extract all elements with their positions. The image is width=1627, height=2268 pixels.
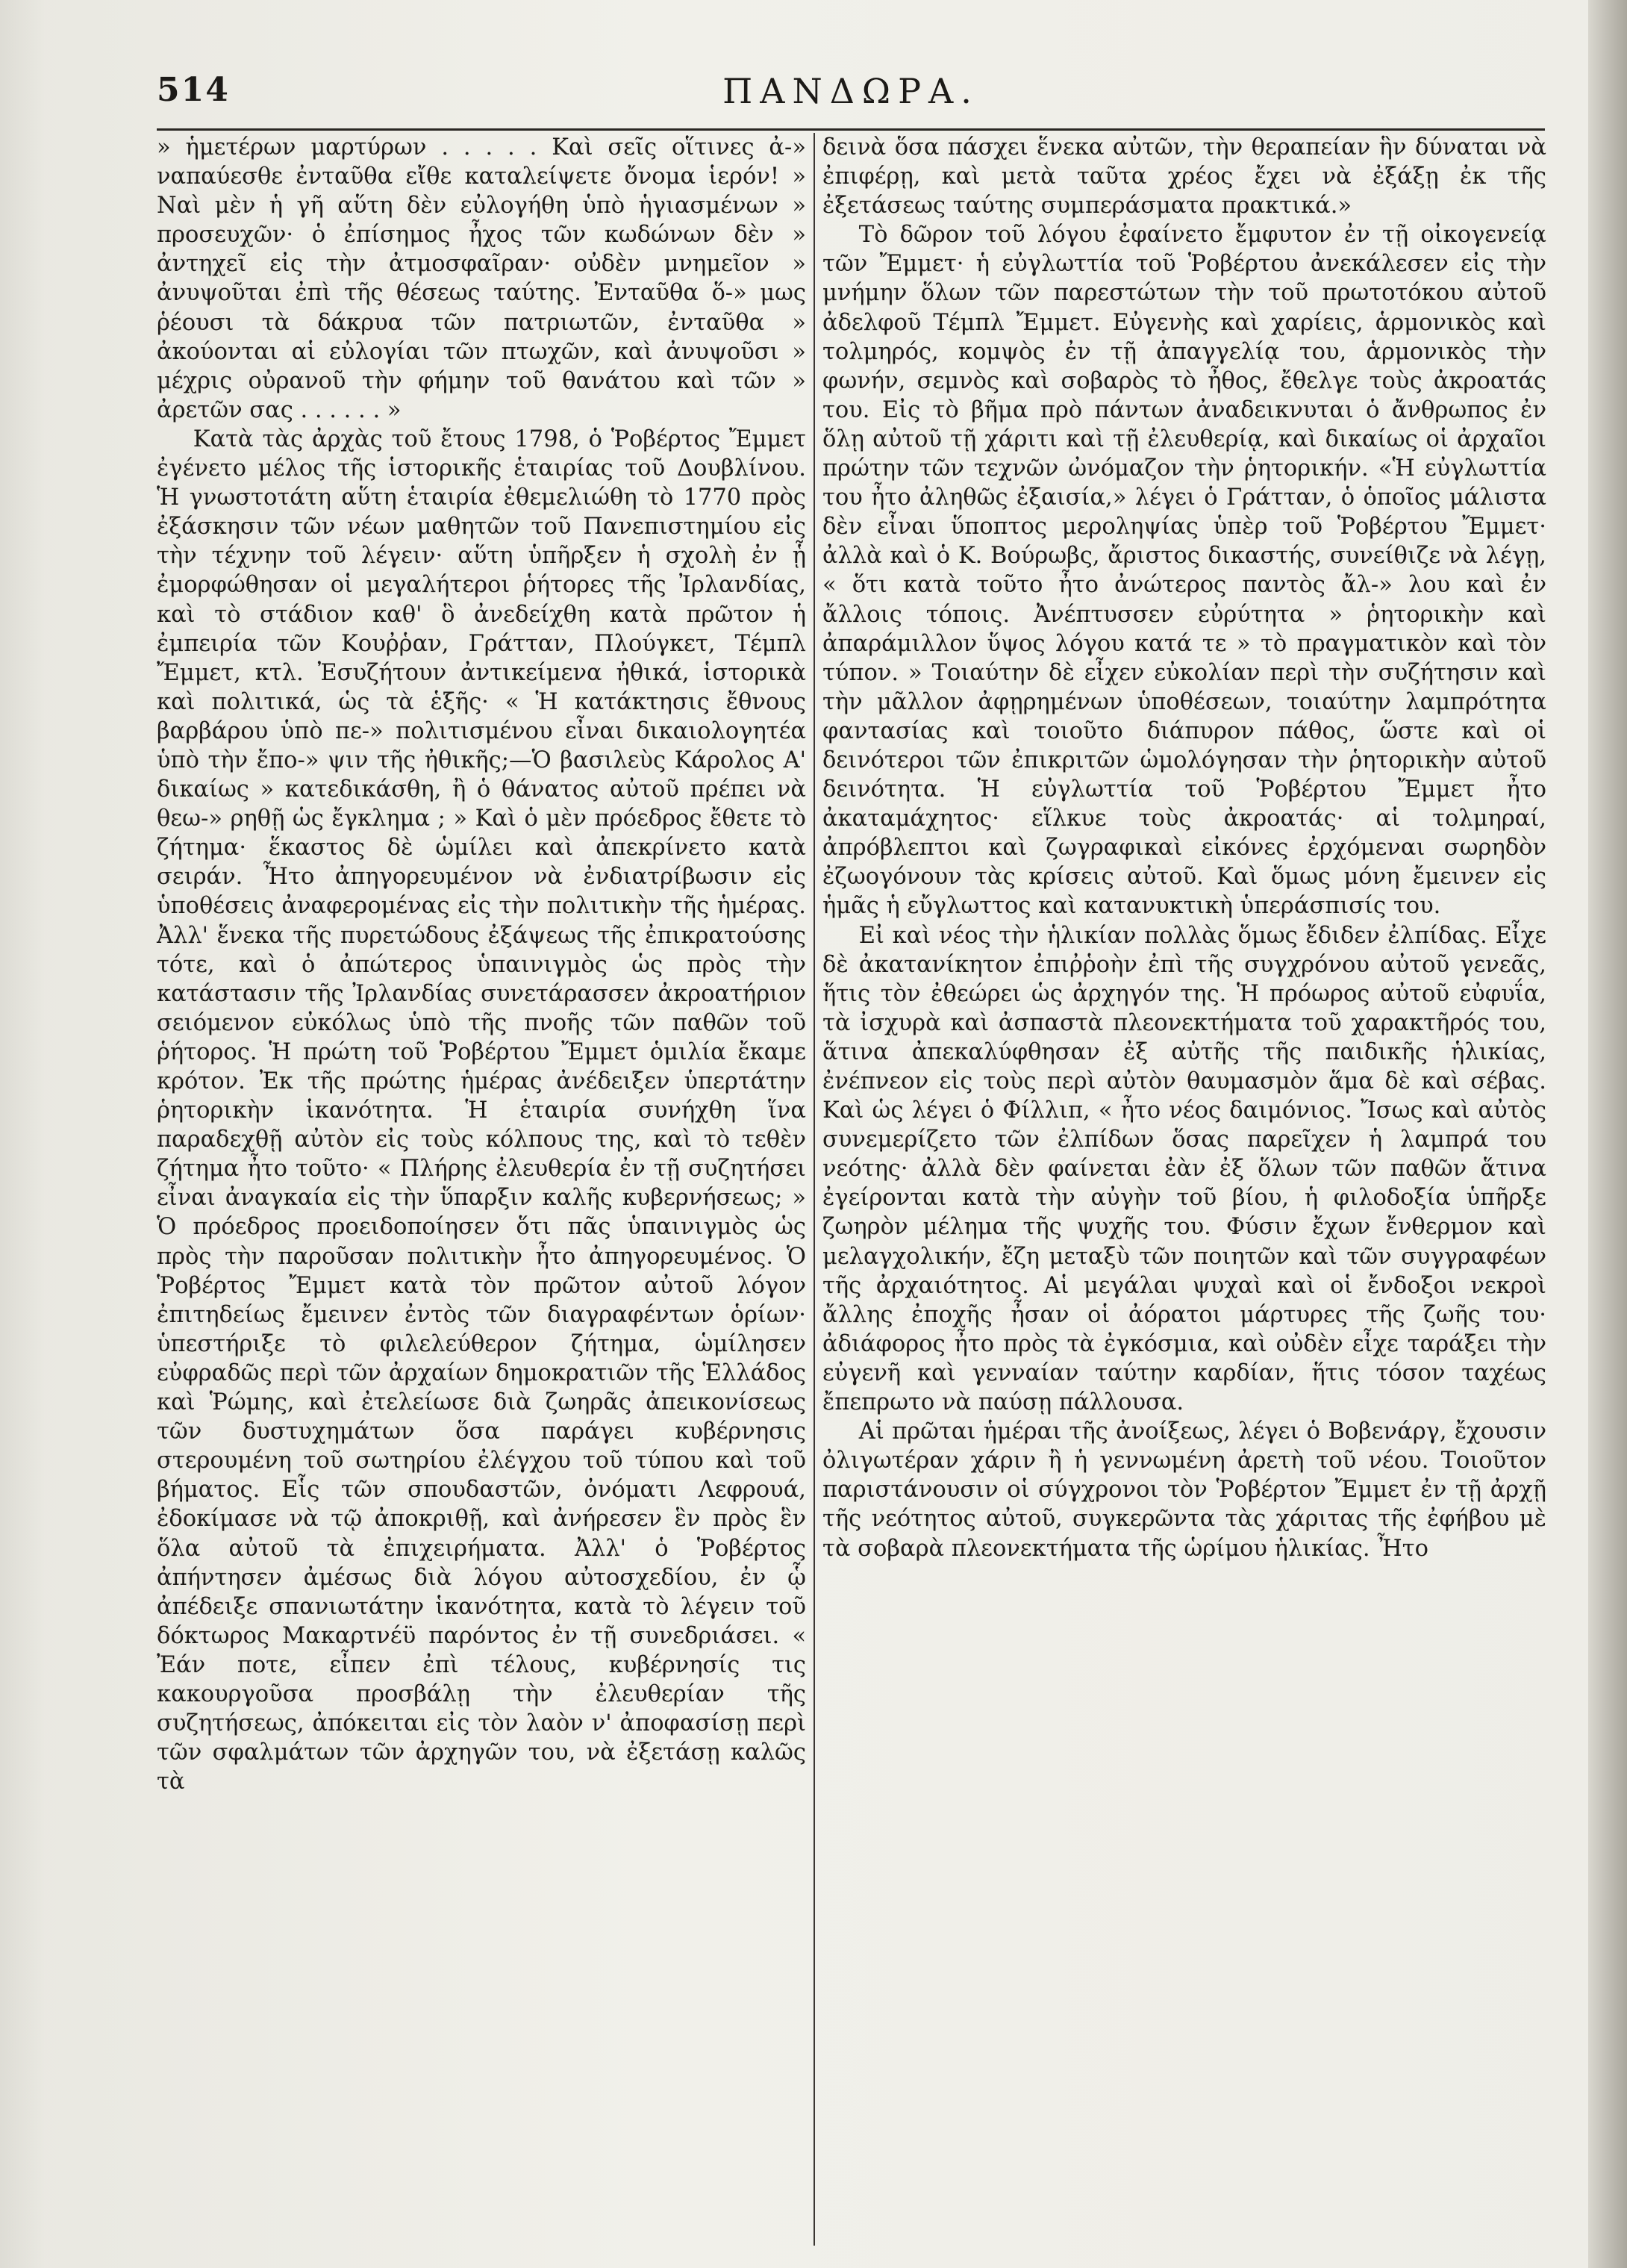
paragraph: Εἰ καὶ νέος τὴν ἡλικίαν πολλὰς ὅμως ἔδιδεν ἐλπίδας. Εἶχε δὲ ἀκατανίκητον ἐπιῤῥοὴν ἐπὶ τῆς συγχρόνου αὐτοῦ γενεᾶς, ἥτις τὸν ἐθεώρει ὡς ἀρχηγόν της. Ἡ πρόωρος αὐτοῦ εὐφυΐα, τὰ ἰσχυρὰ καὶ ἀσπαστὰ πλεονεκτήματα τοῦ χαρακτῆρός του, ἅτινα ἀπεκαλύφθησαν ἐξ αὐτῆς τῆς παιδικῆς ἡλικίας, ἐνέπνεον εἰς τοὺς περὶ αὐτὸν θαυμασμὸν ἅμα δὲ καὶ σέβας. Καὶ ὡς λέγει ὁ Φίλλιπ, « ἦτο νέος δαιμόνιος. Ἴσως καὶ αὐτὸς συνεμερίζετο τῶν ἐλπίδων ὅσας παρεῖχεν ἡ λαμπρά του νεότης· ἀλλὰ δὲν φαίνεται ἐὰν ἐξ ὅλων τῶν παθῶν ἅτινα ἐγείρονται κατὰ τὴν αὐγὴν τοῦ βίου, ἡ φιλοδοξία ὑπῆρξε ζωηρὸν μέλημα τῆς ψυχῆς του. Φύσιν ἔχων ἔνθερμον καὶ μελαγχολικήν, ἔζη μεταξὺ τῶν ποιητῶν καὶ τῶν συγγραφέων τῆς ἀρχαιότητος. Αἱ μεγάλαι ψυχαὶ καὶ οἱ ἔνδοξοι νεκροὶ ἄλλης ἐποχῆς ἦσαν οἱ ἀόρατοι μάρτυρες τῆς ζωῆς του· ἀδιάφορος ἦτο πρὸς τὰ ἐγκόσμια, καὶ οὐδὲν εἶχε ταράξει τὴν εὐγενῆ καὶ γενναίαν ταύτην καρδίαν, ἥτις τόσον ταχέως ἔπεπρωτο νὰ παύσῃ πάλλουσα. <box>822 922 1546 1416</box>
paragraph: δεινὰ ὅσα πάσχει ἕνεκα αὐτῶν, τὴν θεραπείαν ἣν δύναται νὰ ἐπιφέρῃ, καὶ μετὰ ταῦτα χρέος ἔχει νὰ ἐξάξῃ ἐκ τῆς ἐξετάσεως ταύτης συμπεράσματα πρακτικά.» <box>822 134 1546 219</box>
header-rule <box>157 128 1545 131</box>
paragraph: Αἱ πρῶται ἡμέραι τῆς ἀνοίξεως, λέγει ὁ Βοβενάργ, ἔχουσιν ὀλιγωτέραν χάριν ἢ ἡ γεννωμένη ἀρετὴ τοῦ νέου. Τοιοῦτον παριστάνουσιν οἱ σύγχρονοι τὸν Ῥοβέρτον Ἔμμετ ἐν τῇ ἀρχῇ τῆς νεότητος αὐτοῦ, συγκερῶντα τὰς χάριτας τῆς ἐφήβου μὲ τὰ σοβαρὰ πλεονεκτήματα τῆς ὡρίμου ἡλικίας. Ἦτο <box>822 1418 1546 1562</box>
page-header <box>157 71 1545 131</box>
page-edge-shadow <box>0 0 45 2268</box>
paragraph: Κατὰ τὰς ἀρχὰς τοῦ ἔτους 1798, ὁ Ῥοβέρτος Ἔμμετ ἐγένετο μέλος τῆς ἱστορικῆς ἑταιρίας τοῦ Δουβλίνου. Ἡ γνωστοτάτη αὕτη ἑταιρία ἐθεμελιώθη τὸ 1770 πρὸς ἐξάσκησιν τῶν νέων μαθητῶν τοῦ Πανεπιστημίου εἰς τὴν τέχνην τοῦ λέγειν· αὕτη ὑπῆρξεν ἡ σχολὴ ἐν ᾗ ἐμορφώθησαν οἱ μεγαλήτεροι ῥήτορες τῆς Ἰρλανδίας, καὶ τὸ στάδιον καθ' ὃ ἀνεδείχθη κατὰ πρῶτον ἡ ἐμπειρία τῶν Κουῤῥαν, Γράτταν, Πλούγκετ, Τέμπλ Ἔμμετ, κτλ. Ἐσυζήτουν ἀντικείμενα ἠθικά, ἱστορικὰ καὶ πολιτικά, ὡς τὰ ἑξῆς· « Ἡ κατάκτησις ἔθνους βαρβάρου ὑπὸ πε-» πολιτισμένου εἶναι δικαιολογητέα ὑπὸ τὴν ἔπο-» ψιν τῆς ἠθικῆς;—Ὁ βασιλεὺς Κάρολος Α' δικαίως » κατεδικάσθη, ἢ ὁ θάνατος αὐτοῦ πρέπει νὰ θεω-» ρηθῇ ὡς ἔγκλημα ; » Καὶ ὁ μὲν πρόεδρος ἔθετε τὸ ζήτημα· ἕκαστος δὲ ὡμίλει καὶ ἀπεκρίνετο κατὰ σειράν. Ἦτο ἀπηγορευμένον νὰ ἐνδιατρίβωσιν εἰς ὑποθέσεις ἀναφερομένας εἰς τὴν πολιτικὴν τῆς ἡμέρας. Ἀλλ' ἕνεκα τῆς πυρετώδους ἐξάψεως τῆς ἐπικρατούσης τότε, καὶ ὁ ἀπώτερος ὑπαινιγμὸς ὡς πρὸς τὴν κατάστασιν τῆς Ἰρλανδίας συνετάρασσεν ἀκροατήριον σειόμενον εὐκόλως ὑπὸ τῆς πνοῆς τῶν παθῶν τοῦ ῥήτορος. Ἡ πρώτη τοῦ Ῥοβέρτου Ἔμμετ ὁμιλία ἔκαμε κρότον. Ἐκ τῆς πρώτης ἡμέρας ἀνέδειξεν ὑπερτάτην ῥητορικὴν ἱκανότητα. Ἡ ἑταιρία συνήχθη ἵνα παραδεχθῇ αὐτὸν εἰς τοὺς κόλπους της, καὶ τὸ τεθὲν ζήτημα ἦτο τοῦτο· « Πλήρης ἐλευθερία ἐν τῇ συζητήσει εἶναι ἀναγκαία εἰς τὴν ὕπαρξιν καλῆς κυβερνήσεως; » Ὁ πρόεδρος προειδοποίησεν ὅτι πᾶς ὑπαινιγμὸς ὡς πρὸς τὴν παροῦσαν πολιτικὴν ἦτο ἀπηγορευμένος. Ὁ Ῥοβέρτος Ἔμμετ κατὰ τὸν πρῶτον αὐτοῦ λόγον ἐπιτηδείως ἔμεινεν ἐντὸς τῶν διαγραφέντων ὁρίων· ὑπεστήριξε τὸ φιλελεύθερον ζήτημα, ὡμίλησεν εὐφραδῶς περὶ τῶν ἀρχαίων δημοκρατιῶν τῆς Ἑλλάδος καὶ Ῥώμης, καὶ ἐτελείωσε διὰ ζωηρᾶς ἀπεικονίσεως τῶν δυστυχημάτων ὅσα παράγει κυβέρνησις στερουμένη τοῦ σωτηρίου ἐλέγχου τοῦ τύπου καὶ τοῦ βήματος. Εἷς τῶν σπουδαστῶν, ὀνόματι Λεφρουά, ἐδοκίμασε νὰ τῷ ἀποκριθῇ, καὶ ἀνήρεσεν ἓν πρὸς ἓν ὅλα αὐτοῦ τὰ ἐπιχειρήματα. Ἀλλ' ὁ Ῥοβέρτος ἀπήντησεν ἀμέσως διὰ λόγου αὐτοσχεδίου, ἐν ᾧ ἀπέδειξε σπανιωτάτην ἱκανότητα, κατὰ τὸ λέγειν τοῦ δόκτωρος Μακαρτνέϋ παρόντος ἐν τῇ συνεδριάσει. « Ἐάν ποτε, εἶπεν ἐπὶ τέλους, κυβέρνησίς τις κακουργοῦσα προσβάλῃ τὴν ἐλευθερίαν τῆς συζητήσεως, ἀπόκειται εἰς τὸν λαὸν ν' ἀποφασίσῃ περὶ τῶν σφαλμάτων τῶν ἀρχηγῶν του, νὰ ἐξετάσῃ καλῶς τὰ <box>157 426 806 1795</box>
paragraph: Τὸ δῶρον τοῦ λόγου ἐφαίνετο ἔμφυτον ἐν τῇ οἰκογενείᾳ τῶν Ἔμμετ· ἡ εὐγλωττία τοῦ Ῥοβέρτου ἀνεκάλεσεν εἰς τὴν μνήμην ὅλων τῶν παρεστώτων τὴν τοῦ πρωτοτόκου αὐτοῦ ἀδελφοῦ Τέμπλ Ἔμμετ. Εὐγενὴς καὶ χαρίεις, ἁρμονικὸς καὶ τολμηρός, κομψὸς ἐν τῇ ἀπαγγελίᾳ του, ἁρμονικὸς τὴν φωνήν, σεμνὸς καὶ σοβαρὸς τὸ ἦθος, ἔθελγε τοὺς ἀκροατάς του. Εἰς τὸ βῆμα πρὸ πάντων ἀναδεικνυται ὁ ἄνθρωπος ἐν ὅλῃ αὐτοῦ τῇ χάριτι καὶ τῇ ἐλευθερίᾳ, καὶ δικαίως οἱ ἀρχαῖοι πρώτην τῶν τεχνῶν ὠνόμαζον τὴν ῥητορικήν. «Ἡ εὐγλωττία του ἦτο ἀληθῶς ἐξαισία,» λέγει ὁ Γράτταν, ὁ ὁποῖος μάλιστα δὲν εἶναι ὕποπτος μεροληψίας ὑπὲρ τοῦ Ῥοβέρτου Ἔμμετ· ἀλλὰ καὶ ὁ Κ. Βούρωβς, ἄριστος δικαστής, συνείθιζε νὰ λέγῃ, « ὅτι κατὰ τοῦτο ἦτο ἀνώτερος παντὸς ἄλ-» λου καὶ ἐν ἄλλοις τόποις. Ἀνέπτυσσεν εὐρύτητα » ῥητορικὴν καὶ ἀπαράμιλλον ὕψος λόγου κατά τε » τὸ πραγματικὸν καὶ τὸν τύπον. » Τοιαύτην δὲ εἶχεν εὐκολίαν περὶ τὴν συζήτησιν καὶ τὴν μᾶλλον ἀφῃρημένων ὑποθέσεων, τοιαύτην λαμπρότητα φαντασίας καὶ τοιοῦτο διάπυρον πάθος, ὥστε καὶ οἱ δεινότεροι τῶν ἐπικριτῶν ὡμολόγησαν τὴν ῥητορικὴν αὐτοῦ δεινότητα. Ἡ εὐγλωττία τοῦ Ῥοβέρτου Ἔμμετ ἦτο ἀκαταμάχητος· εἵλκυε τοὺς ἀκροατάς· αἱ τολμηραί, ἀπρόβλεπτοι καὶ ζωγραφικαὶ εἰκόνες ἐρχόμεναι σωρηδὸν ἐζωογόνουν τὰς κρίσεις αὐτοῦ. Καὶ ὅμως μόνη ἔμεινεν εἰς ἡμᾶς ἡ εὔγλωττος καὶ κατανυκτικὴ ὑπεράσπισίς του. <box>822 222 1546 920</box>
book-spine-shadow <box>1588 0 1627 2268</box>
page-number: 514 <box>157 71 230 109</box>
left-column <box>157 133 806 1796</box>
running-title: ΠΑΝΔΩΡΑ. <box>722 71 979 111</box>
paragraph: » ἡμετέρων μαρτύρων . . . . . Καὶ σεῖς οἵτινες ἀ-» ναπαύεσθε ἐνταῦθα εἴθε καταλείψετε ὄνομα ἱερόν! » Ναὶ μὲν ἡ γῆ αὕτη δὲν εὐλογήθη ὑπὸ ἡγιασμένων » προσευχῶν· ὁ ἐπίσημος ἦχος τῶν κωδώνων δὲν » ἀντηχεῖ εἰς τὴν ἀτμοσφαῖραν· οὐδὲν μνημεῖον » ἀνυψοῦται ἐπὶ τῆς θέσεως ταύτης. Ἐνταῦθα ὅ-» μως ῥέουσι τὰ δάκρυα τῶν πατριωτῶν, ἐνταῦθα » ἀκούονται αἱ εὐλογίαι τῶν πτωχῶν, καὶ ἀνυψοῦσι » μέχρις οὐρανοῦ τὴν φήμην τοῦ θανάτου καὶ τῶν » ἀρετῶν σας . . . . . . » <box>157 134 806 423</box>
right-column <box>822 133 1546 1563</box>
column-divider <box>814 133 815 2246</box>
